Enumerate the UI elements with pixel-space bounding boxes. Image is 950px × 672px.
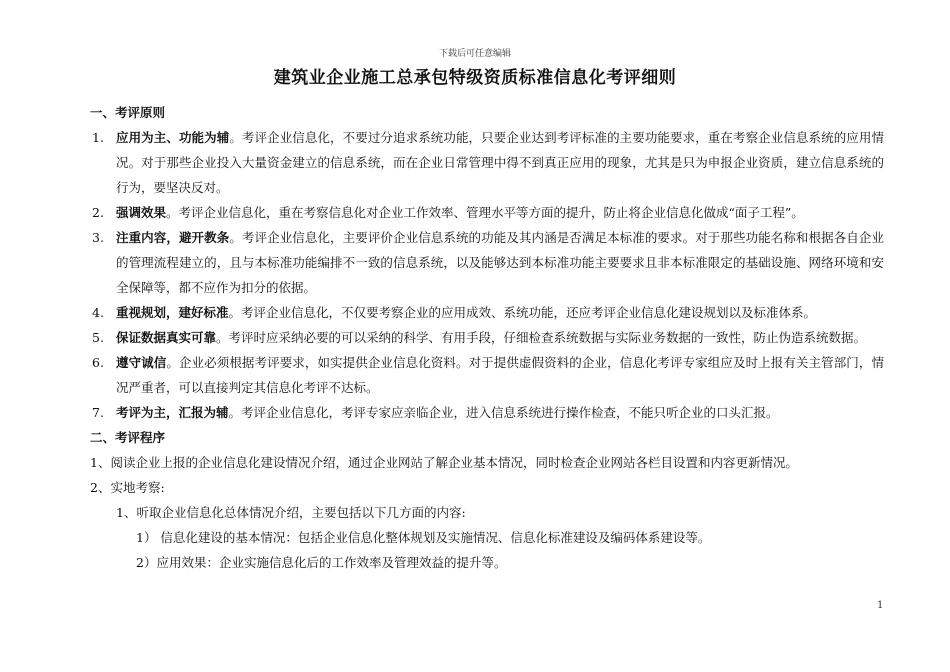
item-lead: 强调效果 <box>116 205 167 220</box>
principle-item <box>84 200 884 225</box>
item-text: 。考评企业信息化，不要过分追求系统功能，只要企业达到考评标准的主要功能要求，重在考察企业信息系统的应用情况。对于那些企业投入大量资金建立的信息系统，而在企业日常管理中得不到真正应用的现象，尤其是只为申报企业资质，建立信息系统的行为，要坚决反对。 <box>116 130 884 195</box>
item-number: 6. <box>92 355 104 370</box>
principle-item <box>84 300 884 325</box>
item-text: 。企业必须根据考评要求，如实提供企业信息化资料。对于提供虚假资料的企业，信息化考评专家组应及时上报有关主管部门，情况严重者，可以直接判定其信息化考评不达标。 <box>116 355 884 395</box>
item-lead: 保证数据真实可靠 <box>116 330 217 345</box>
item-lead: 应用为主、功能为辅 <box>116 130 230 145</box>
principle-item <box>84 350 884 400</box>
item-number: 2. <box>92 205 104 220</box>
principle-item <box>84 400 884 425</box>
document-body <box>84 100 884 575</box>
document-title: 建筑业企业施工总承包特级资质标准信息化考评细则 <box>273 68 677 88</box>
item-number: 7. <box>92 405 104 420</box>
item-text: 。考评企业信息化，重在考察信息化对企业工作效率、管理水平等方面的提升，防止将企业信息化做成“面子工程”。 <box>166 205 804 220</box>
item-text: 。考评企业信息化，考评专家应亲临企业，进入信息系统进行操作检查，不能只听企业的口头汇报。 <box>228 405 779 420</box>
procedure-subitem: 1） 信息化建设的基本情况：包括企业信息化整体规划及实施情况、信息化标准建设及编码体系建设等。 <box>136 530 711 545</box>
principle-item <box>84 125 884 200</box>
item-number: 1. <box>92 130 104 145</box>
section-heading-principles: 一、考评原则 <box>90 105 166 120</box>
principle-item <box>84 325 884 350</box>
item-text: 。考评企业信息化，主要评价企业信息系统的功能及其内涵是否满足本标准的要求。对于那些功能名称和根据各自企业的管理流程建立的，且与本标准功能编排不一致的信息系统，以及能够达到本标准功能主要要求且非本标准限定的基础设施、网络环境和安全保障等，都不应作为扣分的依据。 <box>116 230 884 295</box>
item-lead: 重视规划，建好标准 <box>116 305 229 320</box>
section-heading-procedure: 二、考评程序 <box>90 430 166 445</box>
procedure-step-2: 2、实地考察: <box>90 480 165 495</box>
page-number: 1 <box>877 600 884 611</box>
item-text: 。考评时应采纳必要的可以采纳的科学、有用手段，仔细检查系统数据与实际业务数据的一致性，防止伪造系统数据。 <box>216 330 867 345</box>
item-number: 3. <box>92 230 104 245</box>
item-number: 5. <box>92 330 104 345</box>
procedure-step-1: 1、阅读企业上报的企业信息化建设情况介绍，通过企业网站了解企业基本情况，同时检查企业网站各栏目设置和内容更新情况。 <box>90 455 798 470</box>
header-note: 下载后可任意编辑 <box>438 49 511 59</box>
item-number: 4. <box>92 305 104 320</box>
procedure-subitem: 2）应用效果：企业实施信息化后的工作效率及管理效益的提升等。 <box>136 555 507 570</box>
item-lead: 考评为主，汇报为辅 <box>116 405 229 420</box>
item-lead: 注重内容，避开教条 <box>116 230 230 245</box>
procedure-substep: 1、听取企业信息化总体情况介绍，主要包括以下几方面的内容: <box>116 505 466 520</box>
item-text: 。考评企业信息化，不仅要考察企业的应用成效、系统功能，还应考评企业信息化建设规划以及标准体系。 <box>228 305 817 320</box>
principle-item <box>84 225 884 300</box>
item-lead: 遵守诚信 <box>116 355 167 370</box>
